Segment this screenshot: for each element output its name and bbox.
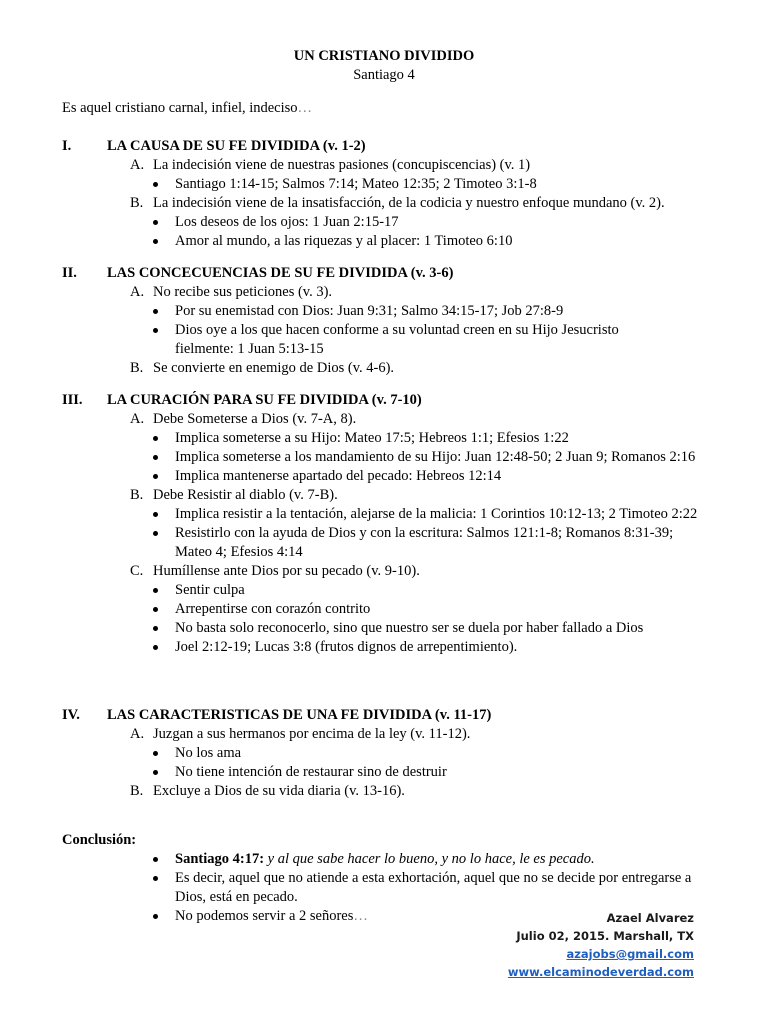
- subpoint-letter: A.: [130, 284, 145, 300]
- bullet-text: Los deseos de los ojos: 1 Juan 2:15-17: [175, 214, 399, 230]
- subpoint-text: La indecisión viene de nuestras pasiones (concupiscencias) (v. 1): [153, 157, 531, 173]
- quote-label: Santiago 4:17:: [175, 851, 265, 867]
- bullet-text: Implica mantenerse apartado del pecado: Hebreos 12:14: [175, 468, 502, 484]
- bullet-icon: [153, 857, 158, 862]
- subpoint-text: Excluye a Dios de su vida diaria (v. 13-16).: [153, 783, 405, 799]
- subpoint-letter: B.: [130, 487, 144, 503]
- website-link[interactable]: www.elcaminodeverdad.com: [507, 965, 694, 979]
- subpoint-text: La indecisión viene de la insatisfacción, de la codicia y nuestro enfoque mundano (v. 2).: [153, 195, 665, 211]
- bullet-icon: [153, 876, 158, 881]
- bullet-item: [0, 600, 768, 619]
- subpoint-b: [0, 486, 768, 505]
- subpoint-letter: A.: [130, 726, 145, 742]
- section-4: [0, 706, 768, 801]
- bullet-text: Resistirlo con la ayuda de Dios y con la escritura: Salmos 121:1-8; Romanos 8:31-39; Mateo 4; Efesios 4:14: [175, 525, 674, 560]
- section-title: LAS CARACTERISTICAS DE UNA FE DIVIDIDA (v. 11-17): [107, 707, 492, 723]
- bullet-list: [0, 302, 768, 359]
- bullet-icon: [153, 455, 158, 460]
- section-number: I.: [62, 138, 72, 154]
- section-heading: [0, 264, 768, 283]
- bullet-icon: [153, 220, 158, 225]
- bullet-text: No podemos servir a 2 señores: [175, 908, 354, 924]
- subpoint-letter: B.: [130, 195, 144, 211]
- bullet-item: [0, 175, 768, 194]
- section-title: LA CAUSA DE SU FE DIVIDIDA (v. 1-2): [107, 138, 366, 154]
- bullet-item: [0, 869, 768, 907]
- section-number: IV.: [62, 707, 80, 723]
- bullet-list: [0, 744, 768, 782]
- section-title: LAS CONCECUENCIAS DE SU FE DIVIDIDA (v. 3-6): [107, 265, 454, 281]
- bullet-item: [0, 581, 768, 600]
- subpoint-letter: B.: [130, 783, 144, 799]
- author-name: Azael Alvarez: [606, 911, 694, 925]
- bullet-icon: [153, 309, 158, 314]
- section-1: [0, 137, 768, 251]
- subpoint-a: [0, 725, 768, 744]
- bullet-item: [0, 619, 768, 638]
- bullet-icon: [153, 914, 158, 919]
- bullet-text: Implica someterse a los mandamiento de su Hijo: Juan 12:48-50; 2 Juan 9; Romanos 2:16: [175, 449, 696, 465]
- bullet-icon: [153, 239, 158, 244]
- document-title: UN CRISTIANO DIVIDIDO: [293, 48, 475, 64]
- subpoint-a: [0, 283, 768, 302]
- bullet-text: Implica resistir a la tentación, alejarse de la malicia: 1 Corintios 10:12-13; 2 Timoteo 2:22: [175, 506, 698, 522]
- bullet-icon: [153, 751, 158, 756]
- date-place: Julio 02, 2015. Marshall, TX: [516, 929, 694, 943]
- subpoint-letter: B.: [130, 360, 144, 376]
- bullet-icon: [153, 182, 158, 187]
- quote-text: y al que sabe hacer lo bueno, y no lo hace, le es pecado.: [267, 851, 595, 867]
- subpoint-text: Debe Someterse a Dios (v. 7-A, 8).: [153, 411, 357, 427]
- subpoint-letter: A.: [130, 411, 145, 427]
- section-heading: [0, 391, 768, 410]
- bullet-item: [0, 850, 768, 869]
- conclusion-heading: Conclusión:: [62, 832, 137, 848]
- section-title: LA CURACIÓN PARA SU FE DIVIDIDA (v. 7-10): [107, 392, 422, 408]
- bullet-list: [0, 213, 768, 251]
- subpoint-text: Se convierte en enemigo de Dios (v. 4-6).: [153, 360, 395, 376]
- bullet-icon: [153, 531, 158, 536]
- bullet-text: Joel 2:12-19; Lucas 3:8 (frutos dignos de arrepentimiento).: [175, 639, 518, 655]
- subpoint-b: [0, 782, 768, 801]
- bullet-text: Por su enemistad con Dios: Juan 9:31; Salmo 34:15-17; Job 27:8-9: [175, 303, 564, 319]
- bullet-text: No tiene intención de restaurar sino de destruir: [175, 764, 447, 780]
- bullet-icon: [153, 626, 158, 631]
- bullet-item: [0, 213, 768, 232]
- subpoint-letter: A.: [130, 157, 145, 173]
- bullet-list: [0, 175, 768, 194]
- bullet-item: [0, 467, 768, 486]
- section-number: III.: [62, 392, 83, 408]
- bullet-icon: [153, 645, 158, 650]
- bullet-text: Sentir culpa: [175, 582, 245, 598]
- bullet-text: No los ama: [175, 745, 242, 761]
- subpoint-a: [0, 410, 768, 429]
- bullet-text: Amor al mundo, a las riquezas y al placer: 1 Timoteo 6:10: [175, 233, 513, 249]
- subpoint-text: Humíllense ante Dios por su pecado (v. 9-10).: [153, 563, 420, 579]
- section-heading: [0, 137, 768, 156]
- bullet-list: [0, 429, 768, 486]
- subpoint-b: [0, 359, 768, 378]
- intro-paragraph: [62, 99, 312, 118]
- bullet-icon: [153, 607, 158, 612]
- bullet-icon: [153, 436, 158, 441]
- section-3: [0, 391, 768, 657]
- subpoint-text: No recibe sus peticiones (v. 3).: [153, 284, 333, 300]
- bullet-item: [0, 744, 768, 763]
- bullet-item: [0, 763, 768, 782]
- bullet-icon: [153, 588, 158, 593]
- bullet-item: [0, 302, 768, 321]
- section-number: II.: [62, 265, 77, 281]
- bullet-icon: [153, 328, 158, 333]
- intro-ellipsis: …: [297, 100, 313, 116]
- bullet-item: [0, 524, 768, 562]
- bullet-text: Implica someterse a su Hijo: Mateo 17:5; Hebreos 1:1; Efesios 1:22: [175, 430, 569, 446]
- subpoint-letter: C.: [130, 563, 144, 579]
- bullet-item: [0, 232, 768, 251]
- document-subtitle: Santiago 4: [353, 67, 415, 83]
- signature-block: [508, 909, 694, 981]
- bullet-icon: [153, 770, 158, 775]
- subpoint-c: [0, 562, 768, 581]
- section-heading: [0, 706, 768, 725]
- email-link[interactable]: azajobs@gmail.com: [566, 947, 694, 961]
- subpoint-text: Debe Resistir al diablo (v. 7-B).: [153, 487, 338, 503]
- bullet-item: [0, 505, 768, 524]
- bullet-item: [0, 429, 768, 448]
- bullet-text: Dios oye a los que hacen conforme a su voluntad creen en su Hijo Jesucristo fielmente: 1 Juan 5:13-15: [175, 322, 619, 357]
- bullet-text: No basta solo reconocerlo, sino que nuestro ser se duela por haber fallado a Dios: [175, 620, 644, 636]
- bullet-icon: [153, 512, 158, 517]
- subpoint-b: [0, 194, 768, 213]
- bullet-text: Es decir, aquel que no atiende a esta exhortación, aquel que no se decide por entregarse a Dios, está en pecado.: [175, 870, 692, 905]
- ellipsis: …: [353, 908, 368, 924]
- subpoint-text: Juzgan a sus hermanos por encima de la ley (v. 11-12).: [153, 726, 471, 742]
- bullet-text: Santiago 1:14-15; Salmos 7:14; Mateo 12:35; 2 Timoteo 3:1-8: [175, 176, 537, 192]
- bullet-icon: [153, 474, 158, 479]
- bullet-item: [0, 448, 768, 467]
- intro-text: Es aquel cristiano carnal, infiel, indeciso: [62, 100, 298, 116]
- subpoint-a: [0, 156, 768, 175]
- bullet-text: Arrepentirse con corazón contrito: [175, 601, 371, 617]
- bullet-item: [0, 638, 768, 657]
- bullet-list: [0, 581, 768, 657]
- bullet-list: [0, 505, 768, 562]
- section-2: [0, 264, 768, 378]
- bullet-item: [0, 321, 768, 359]
